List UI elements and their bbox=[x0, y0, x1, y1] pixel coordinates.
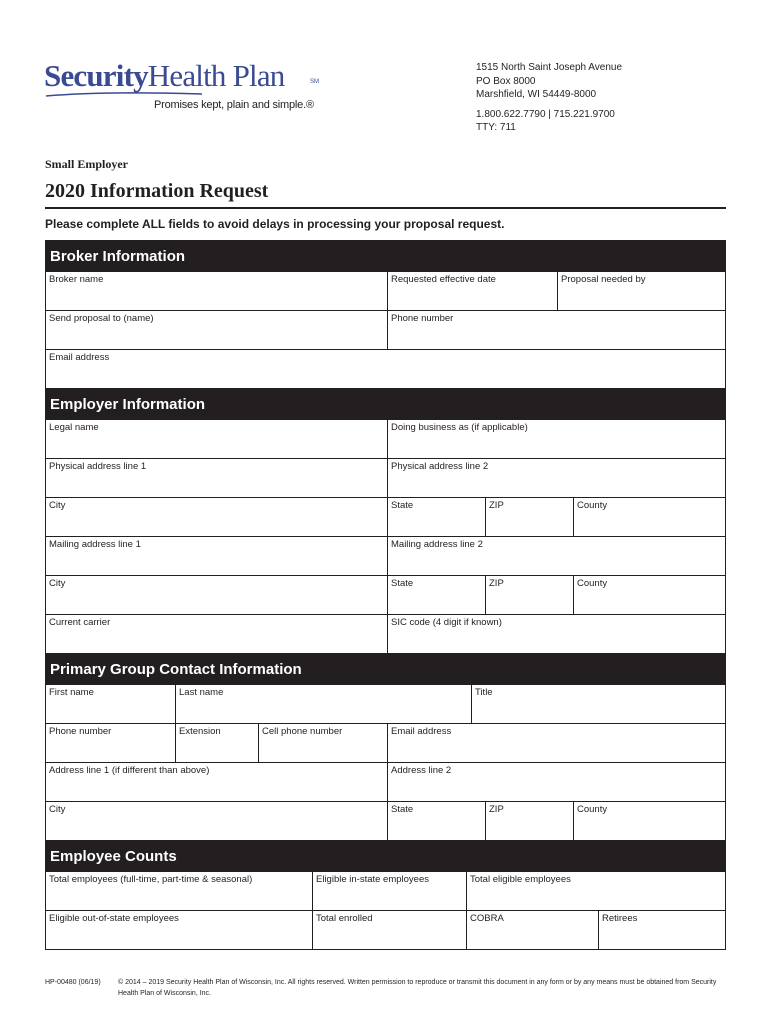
contact-city-field[interactable]: City bbox=[49, 804, 66, 815]
title-rule bbox=[45, 207, 726, 209]
employee-counts-heading: Employee Counts bbox=[46, 841, 725, 872]
send-proposal-to-field[interactable]: Send proposal to (name) bbox=[49, 313, 154, 324]
logo-service-mark: SM bbox=[310, 79, 319, 85]
proposal-needed-field[interactable]: Proposal needed by bbox=[557, 272, 725, 310]
broker-section-heading: Broker Information bbox=[46, 240, 725, 272]
address-city: Marshfield, WI 54449-8000 bbox=[476, 89, 597, 100]
contact-address-1-field[interactable]: Address line 1 (if different than above) bbox=[49, 765, 210, 776]
broker-phone-field[interactable]: Phone number bbox=[387, 311, 725, 349]
broker-email-field[interactable]: Email address bbox=[49, 352, 110, 363]
employer-county-field[interactable]: County bbox=[573, 498, 725, 536]
in-state-employees-field[interactable]: Eligible in-state employees bbox=[312, 872, 466, 910]
dba-field[interactable]: Doing business as (if applicable) bbox=[387, 420, 725, 458]
logo-word-security: Security bbox=[44, 58, 148, 93]
logo-tagline: Promises kept, plain and simple.® bbox=[154, 99, 314, 111]
contact-zip-field[interactable]: ZIP bbox=[485, 802, 573, 840]
contact-email-field[interactable]: Email address bbox=[387, 724, 725, 762]
effective-date-field[interactable]: Requested effective date bbox=[387, 272, 557, 310]
company-address bbox=[476, 61, 622, 135]
broker-section bbox=[45, 240, 726, 389]
employer-city-field[interactable]: City bbox=[49, 500, 66, 511]
mailing-city-field[interactable]: City bbox=[49, 578, 66, 589]
contact-county-field[interactable]: County bbox=[573, 802, 725, 840]
copyright-notice: © 2014 – 2019 Security Health Plan of Wisconsin, Inc. All rights reserved. Written permission to reproduce or transmit this document in any form or by any means must be obtained from Security Health Plan of Wisconsin, Inc. bbox=[118, 979, 717, 997]
sic-code-field[interactable]: SIC code (4 digit if known) bbox=[387, 615, 725, 653]
contact-address-2-field[interactable]: Address line 2 bbox=[387, 763, 725, 801]
mailing-address-1-field[interactable]: Mailing address line 1 bbox=[49, 539, 141, 550]
form-code: HP-00480 (06/19) bbox=[45, 979, 101, 986]
legal-name-field[interactable]: Legal name bbox=[49, 422, 99, 433]
physical-address-2-field[interactable]: Physical address line 2 bbox=[387, 459, 725, 497]
contact-title-field[interactable]: Title bbox=[471, 685, 725, 723]
employer-state-field[interactable]: State bbox=[387, 498, 485, 536]
information-request-form bbox=[45, 240, 726, 950]
first-name-field[interactable]: First name bbox=[49, 687, 94, 698]
cobra-field[interactable]: COBRA bbox=[466, 911, 598, 949]
employer-section bbox=[45, 389, 726, 654]
form-subtitle: Small Employer bbox=[45, 157, 128, 171]
employer-zip-field[interactable]: ZIP bbox=[485, 498, 573, 536]
contact-section-heading: Primary Group Contact Information bbox=[46, 654, 725, 685]
extension-field[interactable]: Extension bbox=[175, 724, 258, 762]
mailing-county-field[interactable]: County bbox=[573, 576, 725, 614]
phone-numbers: 1.800.622.7790 | 715.221.9700 bbox=[476, 108, 615, 120]
contact-phone-field[interactable]: Phone number bbox=[49, 726, 112, 737]
mailing-zip-field[interactable]: ZIP bbox=[485, 576, 573, 614]
contact-section bbox=[45, 654, 726, 841]
out-of-state-employees-field[interactable]: Eligible out-of-state employees bbox=[49, 913, 179, 924]
logo-wordmark bbox=[44, 58, 285, 94]
retirees-field[interactable]: Retirees bbox=[598, 911, 725, 949]
total-enrolled-field[interactable]: Total enrolled bbox=[312, 911, 466, 949]
cell-phone-field[interactable]: Cell phone number bbox=[258, 724, 387, 762]
last-name-field[interactable]: Last name bbox=[175, 685, 471, 723]
mailing-state-field[interactable]: State bbox=[387, 576, 485, 614]
total-employees-field[interactable]: Total employees (full-time, part-time & seasonal) bbox=[49, 874, 253, 885]
contact-state-field[interactable]: State bbox=[387, 802, 485, 840]
physical-address-1-field[interactable]: Physical address line 1 bbox=[49, 461, 147, 472]
broker-name-field[interactable]: Broker name bbox=[49, 274, 104, 285]
form-title: 2020 Information Request bbox=[45, 180, 269, 202]
security-health-plan-logo bbox=[44, 58, 334, 118]
form-instruction: Please complete ALL fields to avoid delays in processing your proposal request. bbox=[45, 217, 505, 231]
employer-section-heading: Employer Information bbox=[46, 389, 725, 420]
tty-number: TTY: 711 bbox=[476, 122, 516, 133]
address-po-box: PO Box 8000 bbox=[476, 75, 536, 87]
current-carrier-field[interactable]: Current carrier bbox=[49, 617, 111, 628]
logo-word-health-plan: Health Plan bbox=[147, 58, 285, 93]
total-eligible-field[interactable]: Total eligible employees bbox=[466, 872, 725, 910]
mailing-address-2-field[interactable]: Mailing address line 2 bbox=[387, 537, 725, 575]
employee-counts-section bbox=[45, 841, 726, 950]
address-street: 1515 North Saint Joseph Avenue bbox=[476, 62, 623, 73]
